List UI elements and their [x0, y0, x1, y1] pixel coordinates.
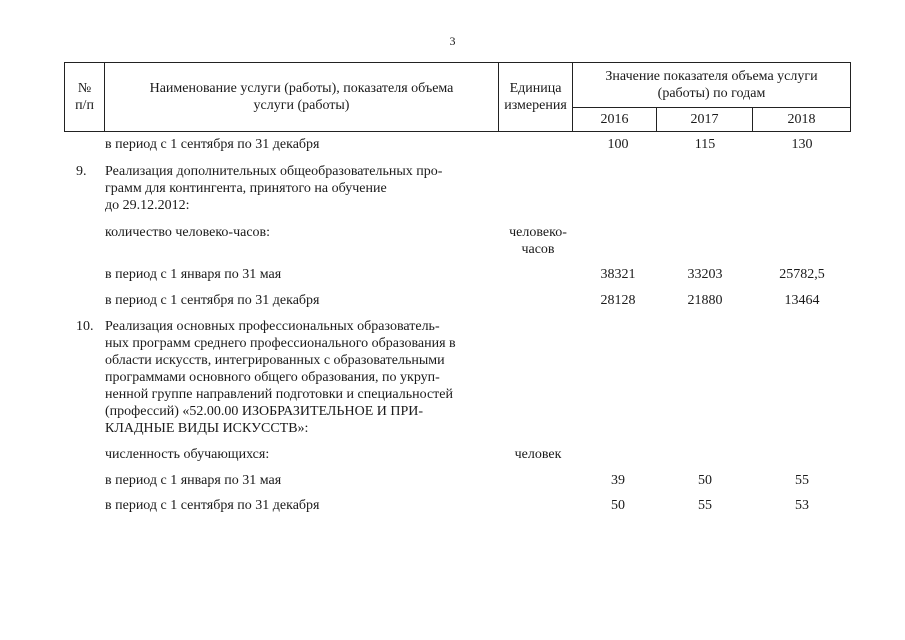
- value-2016: 38321: [600, 267, 636, 282]
- item-number: 9.: [76, 164, 87, 179]
- header-year-2017: 2017: [657, 108, 753, 132]
- value-2016: 100: [607, 137, 629, 152]
- row-label: в период с 1 января по 31 мая: [105, 473, 282, 488]
- header-year-2016: 2016: [573, 108, 657, 132]
- value-2017: 50: [698, 473, 712, 488]
- item-10-line: ненной группе направлений подготовки и специальностей: [105, 387, 454, 402]
- item-10-line: КЛАДНЫЕ ВИДЫ ИСКУССТВ»:: [105, 421, 309, 436]
- item-9-line: Реализация дополнительных общеобразовательных про-: [105, 164, 443, 179]
- row-label: в период с 1 сентября по 31 декабря: [105, 137, 320, 152]
- item-9-title: [105, 163, 442, 214]
- value-2017: 33203: [687, 267, 723, 282]
- unit-label: часов: [521, 242, 555, 257]
- row-label: численность обучающихся:: [105, 447, 270, 462]
- value-2018: 13464: [784, 293, 820, 308]
- page-number: 3: [449, 34, 456, 48]
- row-label: в период с 1 сентября по 31 декабря: [105, 293, 320, 308]
- item-10-line: области искусств, интегрированных с образовательными: [105, 353, 445, 368]
- value-2018: 25782,5: [779, 267, 825, 282]
- value-2018: 55: [795, 473, 809, 488]
- item-10-line: (профессий) «52.00.00 ИЗОБРАЗИТЕЛЬНОЕ И ПРИ-: [105, 404, 424, 419]
- value-2017: 115: [694, 137, 716, 152]
- item-10-line: программами основного общего образования, по укруп-: [105, 370, 440, 385]
- table-header: [64, 62, 851, 132]
- value-2017: 21880: [687, 293, 723, 308]
- unit-label: человек: [514, 447, 562, 462]
- header-year-2018: 2018: [753, 108, 851, 132]
- header-col-unit: Единица измерения: [499, 63, 573, 132]
- header-col-name: Наименование услуги (работы), показателя объема услуги (работы): [105, 63, 499, 132]
- value-2016: 28128: [600, 293, 636, 308]
- item-10-title: [105, 318, 456, 437]
- item-number: 10.: [76, 319, 94, 334]
- item-10-line: ных программ среднего профессионального образования в: [105, 336, 456, 351]
- item-9-line: до 29.12.2012:: [105, 198, 190, 213]
- unit-label: человеко-: [509, 225, 567, 240]
- header-col-number: № п/п: [65, 63, 105, 132]
- row-label: в период с 1 сентября по 31 декабря: [105, 498, 320, 513]
- row-label: количество человеко-часов:: [105, 225, 271, 240]
- value-2018: 130: [791, 137, 813, 152]
- value-2018: 53: [795, 498, 809, 513]
- header-col-values: Значение показателя объема услуги (работы) по годам: [573, 63, 851, 108]
- item-10-line: Реализация основных профессиональных образователь-: [105, 319, 440, 334]
- item-9-line: грамм для контингента, принятого на обучение: [105, 181, 387, 196]
- row-label: в период с 1 января по 31 мая: [105, 267, 282, 282]
- value-2016: 39: [611, 473, 625, 488]
- value-2017: 55: [698, 498, 712, 513]
- value-2016: 50: [611, 498, 625, 513]
